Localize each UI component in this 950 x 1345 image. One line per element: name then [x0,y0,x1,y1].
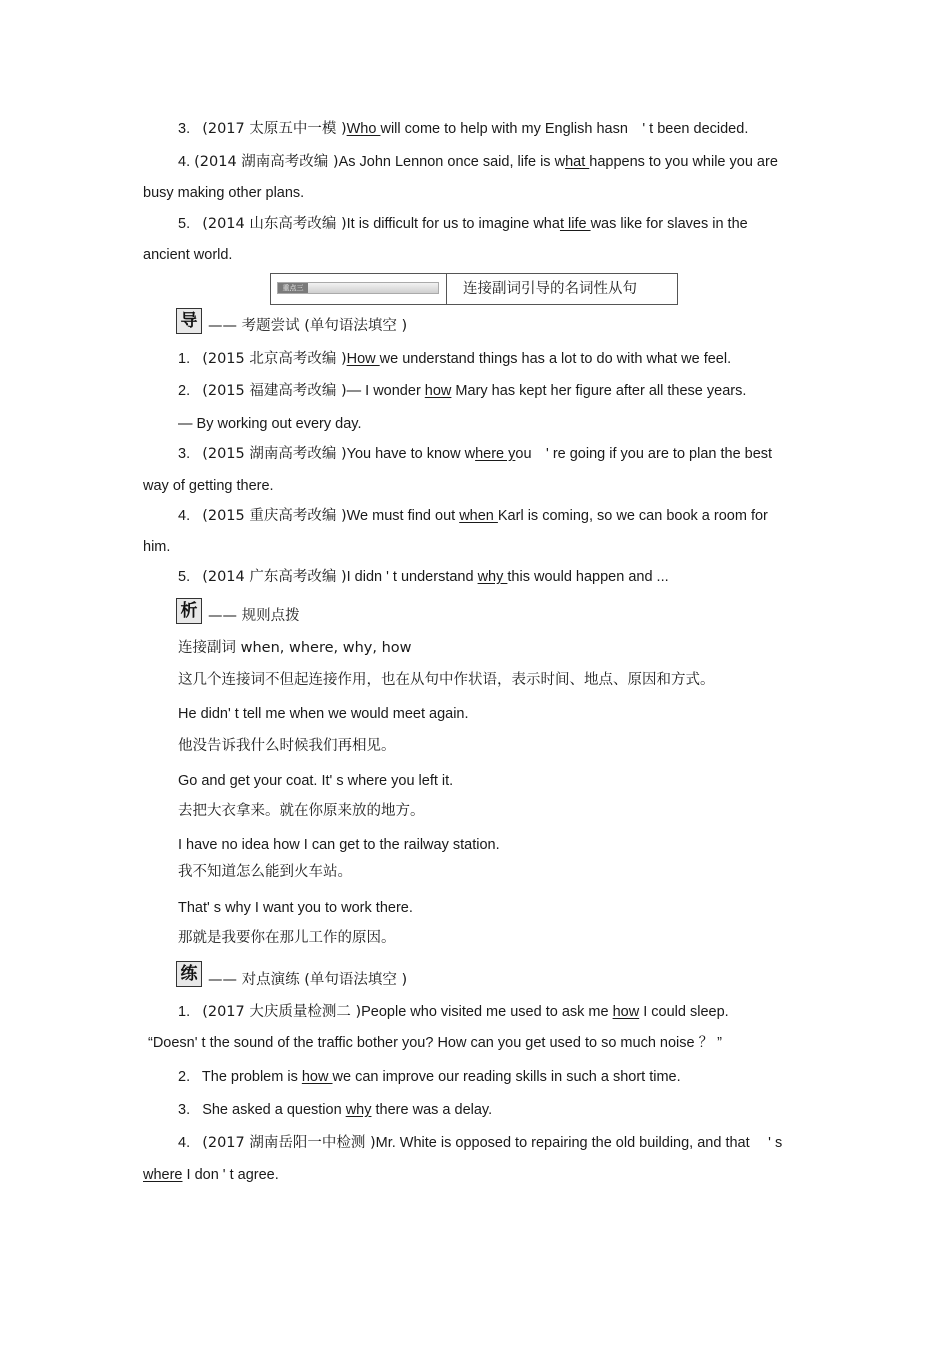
answer-blank: why [477,569,508,585]
answer-blank: How [346,351,380,367]
example-zh: 我不知道怎么能到火车站。 [178,864,352,880]
question-continuation: way of getting there. [143,478,274,494]
example-zh: 那就是我要你在那儿工作的原因。 [178,930,396,946]
question-continuation: ancient world. [143,247,233,263]
question-line: 4. (2017 湖南岳阳一中检测 )Mr. White is opposed to repairing the old building, and that ' s [178,1135,783,1151]
rule-heading: 连接副词 when, where, why, how [178,640,412,656]
section-header [270,273,678,305]
section-tag: 重点三 [278,283,308,293]
lian-label: —— 对点演练 (单句语法填空 ) [208,972,408,988]
question-line: 3. (2017 太原五中一模 )Who will come to help with my English hasn ' t been decided. [178,121,749,137]
question-line: 4. (2015 重庆高考改编 )We must find out when Karl is coming, so we can book a room for [178,508,768,524]
answer-blank: how [424,383,452,399]
question-line: 2. (2015 福建高考改编 )— I wonder how Mary has kept her figure after all these years. [178,383,747,399]
answer-blank: Who [346,121,381,137]
answer-blank: hat [565,154,590,170]
question-line: 2. The problem is how we can improve our reading skills in such a short time. [178,1069,681,1085]
question-continuation: busy making other plans. [143,185,305,201]
lian-icon: 练 [176,961,202,987]
question-continuation: him. [143,539,171,555]
xi-label: —— 规则点拨 [208,608,300,624]
question-line: 3. She asked a question why there was a delay. [178,1102,493,1118]
example-en: He didn' t tell me when we would meet again. [178,706,469,722]
question-line: 4. (2014 湖南高考改编 )As John Lennon once said, life is what happens to you while you are [178,154,778,170]
example-en: Go and get your coat. It' s where you left it. [178,773,454,789]
answer-blank: here y [475,446,516,462]
example-zh: 去把大衣拿来。就在你原来放的地方。 [178,803,425,819]
question-line: 5. (2014 广东高考改编 )I didn ' t understand why this would happen and ... [178,569,669,585]
example-en: That' s why I want you to work there. [178,900,413,916]
question-line: 1. (2017 大庆质量检测二 )People who visited me used to ask me how I could sleep. [178,1004,729,1020]
example-zh: 他没告诉我什么时候我们再相见。 [178,738,396,754]
question-line: 5. (2014 山东高考改编 )It is difficult for us to imagine what life was like for slaves in the [178,216,748,232]
section-header-banner [271,274,447,304]
answer-blank: where [143,1167,183,1183]
answer-blank: why [345,1102,372,1118]
answer-blank: how [612,1004,640,1020]
answer-blank: how [301,1069,333,1085]
question-continuation: where I don ' t agree. [143,1167,279,1183]
question-continuation: “Doesn' t the sound of the traffic bother you? How can you get used to so much noise ？ ” [148,1035,722,1051]
answer-blank: t life [559,216,591,232]
example-en: I have no idea how I can get to the railway station. [178,837,500,853]
section-title: 连接副词引导的名词性从句 [463,281,637,297]
dao-label: —— 考题尝试 (单句语法填空 ) [208,318,408,334]
question-line: 1. (2015 北京高考改编 )How we understand things has a lot to do with what we feel. [178,351,732,367]
question-line: 3. (2015 湖南高考改编 )You have to know where you ' re going if you are to plan the best [178,446,773,462]
answer-blank: when [459,508,498,524]
dao-icon: 导 [176,308,202,334]
xi-icon: 析 [176,598,202,624]
question-continuation: — By working out every day. [178,416,362,432]
rule-description: 这几个连接词不但起连接作用，也在从句中作状语，表示时间、地点、原因和方式。 [178,672,715,688]
